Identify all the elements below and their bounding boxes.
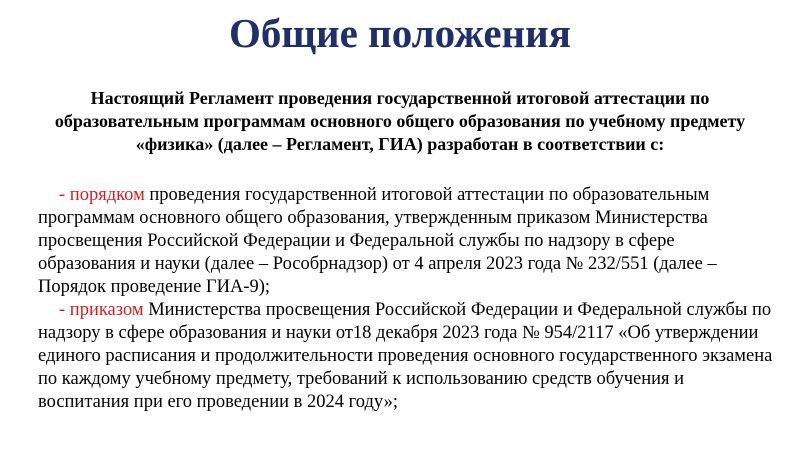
item-text: проведения государственной итоговой аттестации по образовательным программам основного общего образования, утвержденным приказом Министерства просвещения Российской Федерации и Федеральной службы по надзору в сфере образования и науки (далее – Рособрнадзор) от 4 апреля 2023 года № 232/551 (далее – Порядок проведение ГИА-9);	[38, 185, 717, 297]
list-item	[38, 184, 773, 299]
item-dash: -	[59, 300, 70, 320]
list-item	[38, 299, 773, 414]
page-title: Общие положения	[229, 10, 571, 56]
item-keyword: порядком	[69, 185, 145, 205]
item-text: Министерства просвещения Российской Федерации и Федеральной службы по надзору в сфере образования и науки от18 декабря 2023 года № 954/2117 «Об утверждении единого расписания и продолжительности проведения основного государственного экзамена по каждому учебному предмету, требований к использованию средств обучения и воспитания при его проведении в 2024 году»;	[38, 300, 773, 412]
item-keyword: приказом	[69, 300, 144, 320]
item-dash: -	[59, 185, 70, 205]
regulation-list	[38, 184, 773, 414]
intro-paragraph: Настоящий Регламент проведения государственной итоговой аттестации по образовательным программам основного общего образования по учебному предмету «физика» (далее – Регламент, ГИА) разработан в соответствии с:	[54, 88, 746, 154]
